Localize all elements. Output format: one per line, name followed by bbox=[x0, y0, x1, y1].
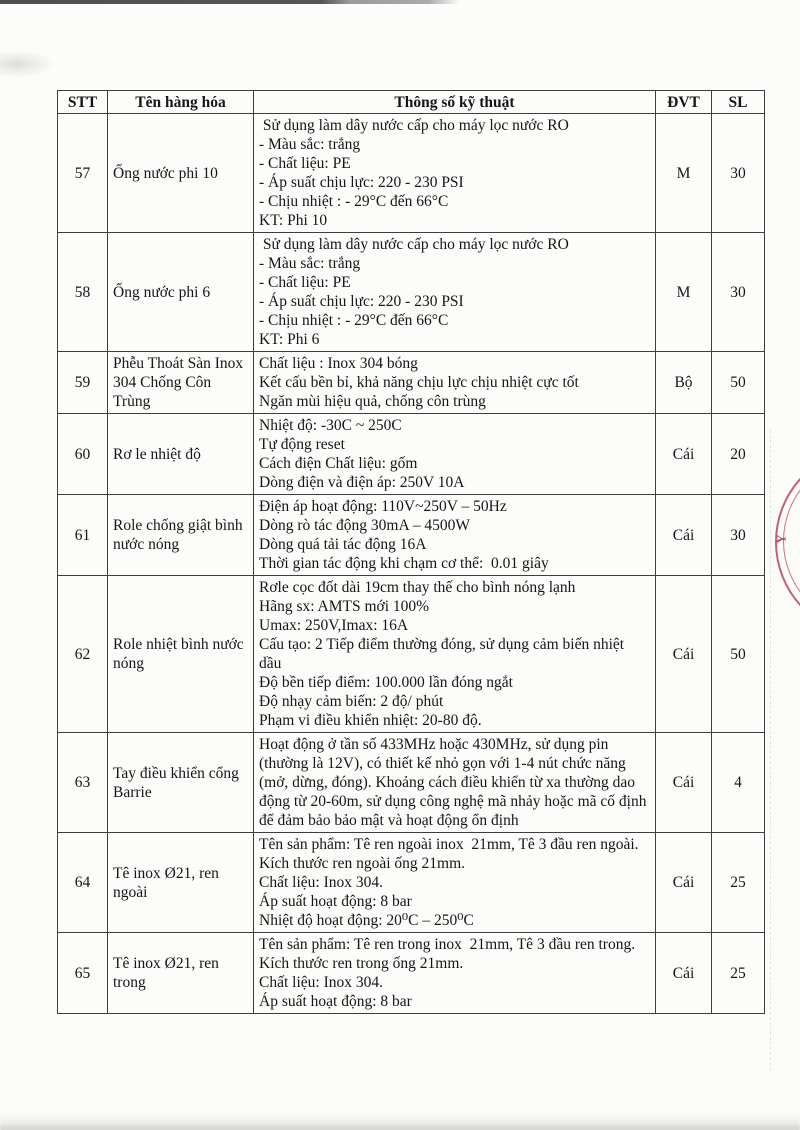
spec-line: Hãng sx: AMTS mới 100% bbox=[259, 598, 430, 615]
spec-line: Áp suất hoạt động: 8 bar bbox=[259, 993, 412, 1010]
quantity-cell: 20 bbox=[712, 414, 765, 495]
spec-line: - Chất liệu: PE bbox=[259, 155, 351, 172]
table-row bbox=[58, 733, 765, 833]
spec-line: Chất liệu: Inox 304. bbox=[259, 974, 383, 991]
product-name-cell: Ống nước phi 6 bbox=[108, 233, 254, 352]
spec-line: - Áp suất chịu lực: 220 - 230 PSI bbox=[259, 174, 464, 191]
spec-line: Kích thước ren ngoài ống 21mm. bbox=[259, 855, 466, 872]
spec-line: Cấu tạo: 2 Tiếp điểm thường đóng, sử dụng cảm biến nhiệt dầu bbox=[259, 636, 628, 672]
unit-cell: Cái bbox=[656, 576, 712, 733]
specs-cell bbox=[254, 414, 656, 495]
spec-line: - Chất liệu: PE bbox=[259, 274, 351, 291]
spec-line: Phạm vi điều khiển nhiệt: 20-80 độ. bbox=[259, 712, 482, 729]
header-ten-hang-hoa: Tên hàng hóa bbox=[108, 91, 254, 114]
header-thong-so-ky-thuat: Thông số kỹ thuật bbox=[254, 91, 656, 114]
stt-cell: 60 bbox=[58, 414, 108, 495]
specs-cell bbox=[254, 576, 656, 733]
spec-line: Dòng điện và điện áp: 250V 10A bbox=[259, 474, 465, 491]
specs-cell bbox=[254, 114, 656, 233]
spec-line: Nhiệt độ hoạt động: 20⁰C – 250⁰C bbox=[259, 912, 474, 929]
unit-cell: Cái bbox=[656, 414, 712, 495]
scan-top-edge-artifact bbox=[0, 0, 460, 4]
table-row bbox=[58, 933, 765, 1014]
stt-cell: 64 bbox=[58, 833, 108, 933]
quantity-cell: 30 bbox=[712, 114, 765, 233]
specs-cell bbox=[254, 833, 656, 933]
table-row bbox=[58, 576, 765, 733]
product-name-cell: Ống nước phi 10 bbox=[108, 114, 254, 233]
product-name-cell: Role chống giật bình nước nóng bbox=[108, 495, 254, 576]
spec-line: Thời gian tác động khi chạm cơ thể: 0.01 giây bbox=[259, 555, 549, 572]
table-body bbox=[58, 114, 765, 1014]
red-stamp-glyph: Y bbox=[773, 534, 789, 544]
spec-line: KT: Phi 6 bbox=[259, 331, 320, 348]
table-header-row bbox=[58, 91, 765, 114]
table-row bbox=[58, 833, 765, 933]
spec-line: Điện áp hoạt động: 110V~250V – 50Hz bbox=[259, 498, 507, 515]
spec-line: Umax: 250V,Imax: 16A bbox=[259, 617, 409, 634]
spec-line: Nhiệt độ: -30C ~ 250C bbox=[259, 417, 402, 434]
table-row bbox=[58, 114, 765, 233]
spec-line: Chất liệu : Inox 304 bóng bbox=[259, 355, 418, 372]
spec-line: Kích thước ren trong ống 21mm. bbox=[259, 955, 464, 972]
spec-line: Kết cấu bền bỉ, khả năng chịu lực chịu nhiệt cực tốt bbox=[259, 374, 579, 391]
spec-line: Sử dụng làm dây nước cấp cho máy lọc nước RO bbox=[259, 236, 569, 253]
spec-line: Độ nhạy cảm biến: 2 độ/ phút bbox=[259, 693, 444, 710]
specs-cell bbox=[254, 733, 656, 833]
spec-line: - Chịu nhiệt : - 29°C đến 66°C bbox=[259, 312, 449, 329]
quantity-cell: 50 bbox=[712, 352, 765, 414]
table-row bbox=[58, 352, 765, 414]
quantity-cell: 25 bbox=[712, 833, 765, 933]
stt-cell: 65 bbox=[58, 933, 108, 1014]
specs-cell bbox=[254, 933, 656, 1014]
spec-line: - Màu sắc: trắng bbox=[259, 255, 361, 272]
stt-cell: 58 bbox=[58, 233, 108, 352]
product-name-cell: Rơ le nhiệt độ bbox=[108, 414, 254, 495]
spec-line: Dòng quá tải tác động 16A bbox=[259, 536, 427, 553]
product-name-cell: Tê inox Ø21, ren ngoài bbox=[108, 833, 254, 933]
spec-line: Hoạt động ở tần số 433MHz hoặc 430MHz, sử dụng pin (thường là 12V), có thiết kế nhỏ gọn với 1-4 nút chức năng (mở, dừng, đóng). Khoảng cách điều khiển từ xa thường dao động từ 20-60m, sử dụng công nghệ mã nhảy hoặc mã cố định để đảm bảo bảo mật và hoạt động ổn định bbox=[259, 736, 651, 829]
spec-line: Tự động reset bbox=[259, 436, 345, 453]
header-dvt: ĐVT bbox=[656, 91, 712, 114]
spec-line: Ngăn mùi hiệu quả, chống côn trùng bbox=[259, 393, 486, 410]
scan-fold-line-artifact bbox=[770, 430, 772, 1070]
specs-cell bbox=[254, 352, 656, 414]
stt-cell: 61 bbox=[58, 495, 108, 576]
unit-cell: Cái bbox=[656, 933, 712, 1014]
spec-line: Tên sản phẩm: Tê ren trong inox 21mm, Tê 3 đầu ren trong. bbox=[259, 936, 636, 953]
quantity-cell: 4 bbox=[712, 733, 765, 833]
spec-line: Rơle cọc đốt dài 19cm thay thế cho bình nóng lạnh bbox=[259, 579, 576, 596]
product-name-cell: Role nhiệt bình nước nóng bbox=[108, 576, 254, 733]
spec-line: Độ bền tiếp điểm: 100.000 lần đóng ngắt bbox=[259, 674, 513, 691]
unit-cell: M bbox=[656, 233, 712, 352]
scan-bottom-edge-artifact bbox=[0, 1112, 800, 1130]
header-sl: SL bbox=[712, 91, 765, 114]
specs-cell bbox=[254, 233, 656, 352]
unit-cell: Cái bbox=[656, 733, 712, 833]
unit-cell: Cái bbox=[656, 833, 712, 933]
spec-line: Sử dụng làm dây nước cấp cho máy lọc nước RO bbox=[259, 117, 569, 134]
spec-line: - Chịu nhiệt : - 29°C đến 66°C bbox=[259, 193, 449, 210]
spec-line: Cách điện Chất liệu: gốm bbox=[259, 455, 418, 472]
scan-speckle-artifact bbox=[0, 50, 55, 78]
quantity-cell: 25 bbox=[712, 933, 765, 1014]
table-row bbox=[58, 414, 765, 495]
quantity-cell: 30 bbox=[712, 495, 765, 576]
header-stt: STT bbox=[58, 91, 108, 114]
stt-cell: 62 bbox=[58, 576, 108, 733]
quantity-cell: 50 bbox=[712, 576, 765, 733]
product-name-cell: Phễu Thoát Sàn Inox 304 Chống Côn Trùng bbox=[108, 352, 254, 414]
unit-cell: Bộ bbox=[656, 352, 712, 414]
specs-cell bbox=[254, 495, 656, 576]
unit-cell: Cái bbox=[656, 495, 712, 576]
spec-line: KT: Phi 10 bbox=[259, 212, 328, 229]
stt-cell: 57 bbox=[58, 114, 108, 233]
product-name-cell: Tay điều khiển cổng Barrie bbox=[108, 733, 254, 833]
table-row bbox=[58, 495, 765, 576]
product-name-cell: Tê inox Ø21, ren trong bbox=[108, 933, 254, 1014]
quantity-cell: 30 bbox=[712, 233, 765, 352]
spec-line: - Áp suất chịu lực: 220 - 230 PSI bbox=[259, 293, 464, 310]
spec-line: - Màu sắc: trắng bbox=[259, 136, 361, 153]
spec-line: Tên sản phẩm: Tê ren ngoài inox 21mm, Tê 3 đầu ren ngoài. bbox=[259, 836, 639, 853]
table-row bbox=[58, 233, 765, 352]
product-spec-table bbox=[57, 90, 765, 1014]
stt-cell: 59 bbox=[58, 352, 108, 414]
unit-cell: M bbox=[656, 114, 712, 233]
stt-cell: 63 bbox=[58, 733, 108, 833]
spec-line: Chất liệu: Inox 304. bbox=[259, 874, 383, 891]
spec-line: Áp suất hoạt động: 8 bar bbox=[259, 893, 412, 910]
spec-line: Dòng rò tác động 30mA – 4500W bbox=[259, 517, 470, 534]
